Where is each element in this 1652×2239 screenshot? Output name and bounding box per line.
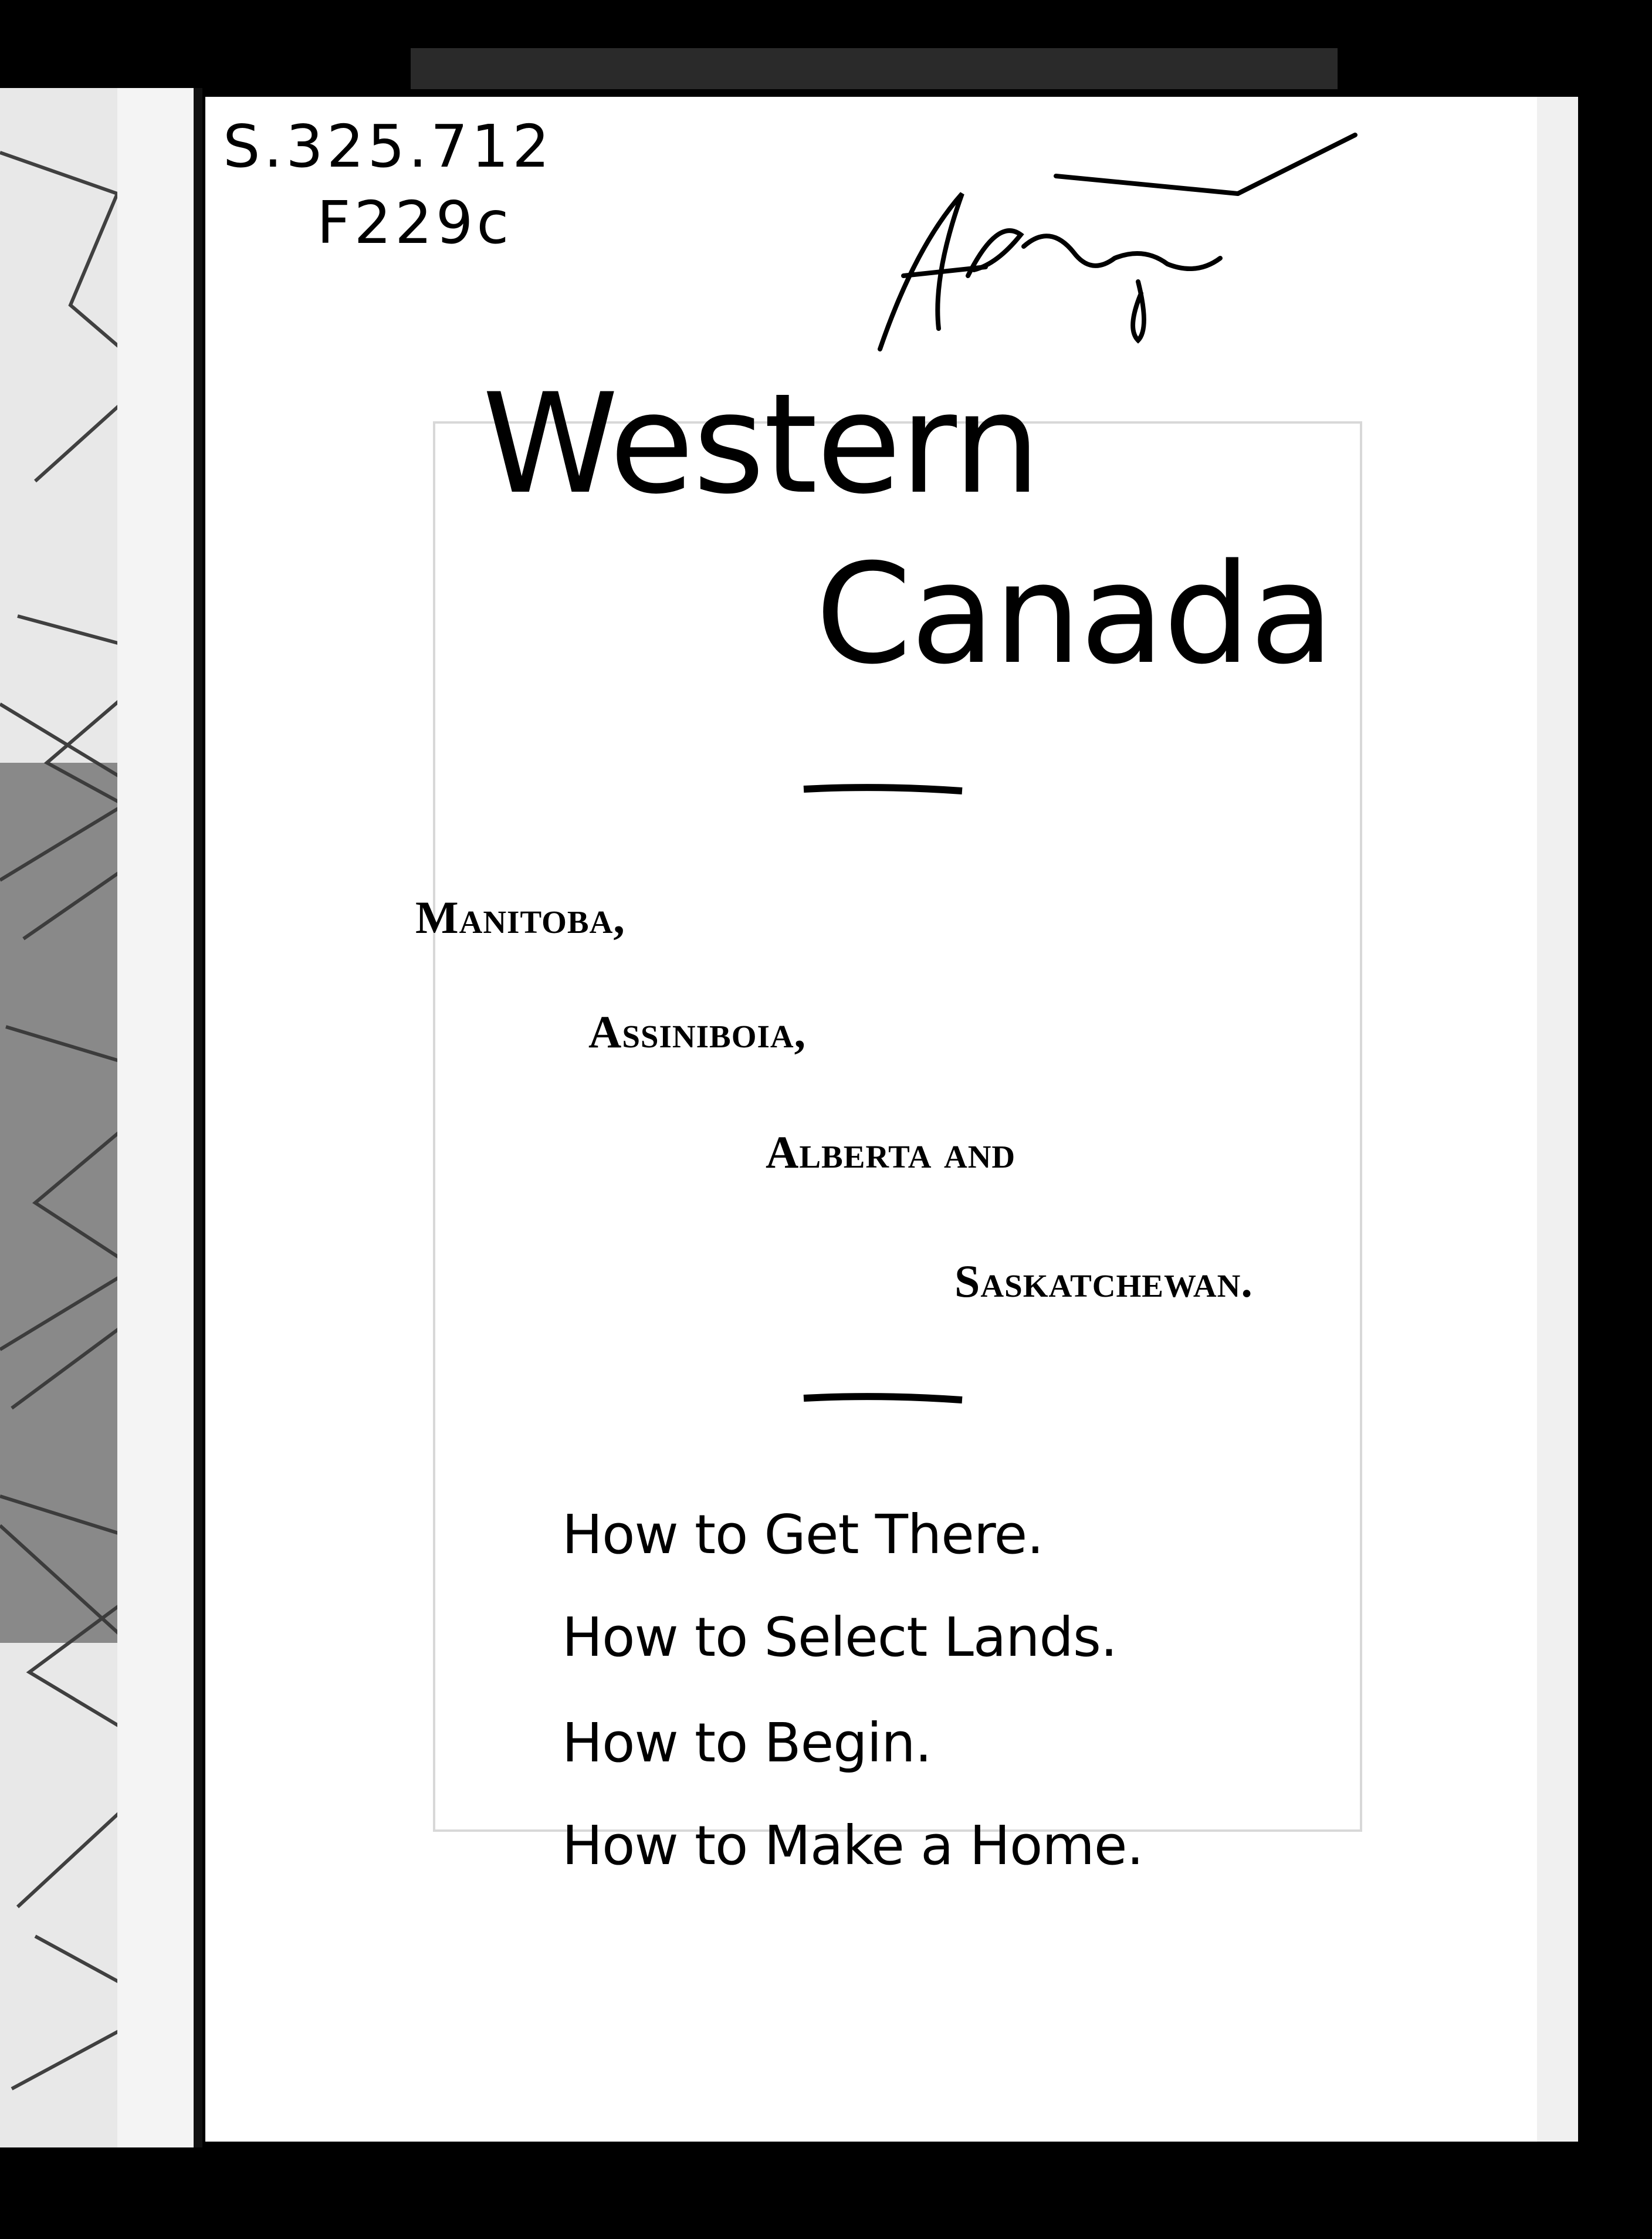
rule-under-title bbox=[804, 787, 962, 791]
title-line-1: Western bbox=[482, 364, 1040, 525]
region-manitoba: Manitoba, bbox=[415, 892, 625, 943]
how-to-get-there: How to Get There. bbox=[562, 1503, 1044, 1566]
how-to-select-lands: How to Select Lands. bbox=[562, 1606, 1118, 1669]
title-line-2: Canada bbox=[815, 535, 1333, 695]
binding-margin bbox=[117, 88, 199, 2147]
region-saskatchewan: Saskatchewan. bbox=[954, 1256, 1253, 1307]
region-alberta: Alberta and bbox=[766, 1127, 1016, 1178]
call-number-line-1: S.325.712 bbox=[223, 112, 553, 181]
region-assiniboia: Assiniboia, bbox=[588, 1006, 807, 1057]
rule-under-regions bbox=[804, 1396, 962, 1400]
how-to-make-a-home: How to Make a Home. bbox=[562, 1814, 1143, 1877]
top-edge-scrap bbox=[411, 48, 1338, 89]
call-number-line-2: F229c bbox=[317, 188, 513, 257]
how-to-begin: How to Begin. bbox=[562, 1712, 932, 1774]
